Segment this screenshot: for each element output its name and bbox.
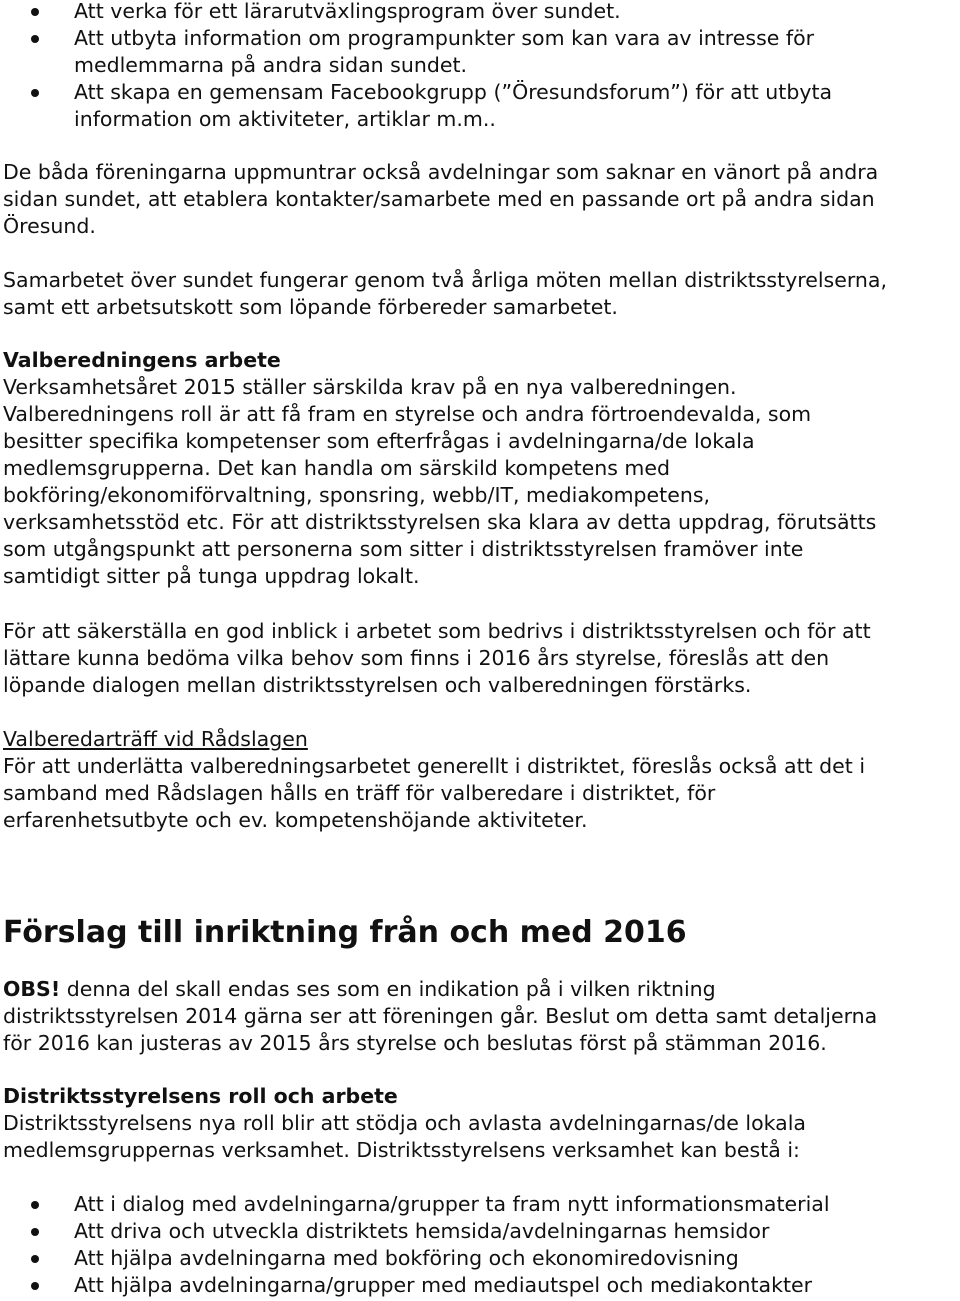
paragraph-insight: För att säkerställa en god inblick i arbetet som bedrivs i distriktsstyrelsen och för att lättare kunna bedöma vilka behov som finns i 2016 års styrelse, föreslås att den löpande dialogen mellan distriktsstyrelsen och valberedningen förstärks. <box>3 619 871 697</box>
paragraph-obs: OBS! denna del skall endas ses som en indikation på i vilken riktning distriktsstyrelsen 2014 gärna ser att föreningen går. Beslut om detta samt detaljerna för 2016 kan justeras av 2015 års styrelse och beslutas först på stämman 2016. <box>3 977 878 1055</box>
list-item: Att utbyta information om programpunkter som kan vara av intresse för medlemmarna på andra sidan sundet. <box>0 25 832 79</box>
section-roll: Distriktsstyrelsens roll och arbete Distriktsstyrelsens nya roll blir att stödja och avlasta avdelningarnas/de lokala medlemsgruppernas verksamhet. Distriktsstyrelsens verksamhet kan bestå i: <box>3 1083 960 1164</box>
bullet-dot-icon <box>31 89 39 97</box>
bottom-bullet-list <box>0 1191 830 1299</box>
paragraph-cooperation: Samarbetet över sundet fungerar genom två årliga möten mellan distriktsstyrelserna, samt ett arbetsutskott som löpande förbereder samarbetet. <box>3 268 887 319</box>
paragraph-encourage: De båda föreningarna uppmuntrar också avdelningar som saknar en vänort på andra sidan sundet, att etablera kontakter/samarbete med en passande ort på andra sidan Öresund. <box>3 160 879 238</box>
list-item: Att verka för ett lärarutväxlingsprogram över sundet. <box>0 0 832 25</box>
bullet-dot-icon <box>31 1228 39 1236</box>
top-bullet-list <box>0 0 832 133</box>
section-heading: Valberedningens arbete <box>3 348 281 372</box>
bullet-dot-icon <box>31 8 39 16</box>
list-item: Att i dialog med avdelningarna/grupper ta fram nytt informationsmaterial <box>0 1191 830 1218</box>
section-valberedning: Valberedningens arbete Verksamhetsåret 2015 ställer särskilda krav på en nya valberedningen. Valberedningens roll är att få fram en styrelse och andra förtroendevalda, som besitter specifika kompetenser som efterfrågas i avdelningarna/de lokala medlemsgrupperna. Det kan handla om särskild kompetens med bokföring/ekonomiförvaltning, sponsring, webb/IT, mediakompetens, verksamhetsstöd etc. För att distriktsstyrelsen ska klara av detta uppdrag, förutsätts som utgångspunkt att personerna som sitter i distriktsstyrelsen framöver inte samtidigt sitter på tunga uppdrag lokalt. <box>3 347 960 590</box>
bullet-dot-icon <box>31 35 39 43</box>
section-radslagen: Valberedarträff vid Rådslagen För att underlätta valberedningsarbetet generellt i distriktet, föreslås också att det i samband med Rådslagen hålls en träff för valberedare i distriktet, för erfarenhetsutbyte och ev. kompetenshöjande aktiviteter. <box>3 726 960 834</box>
obs-label: OBS! <box>3 977 61 1001</box>
section-heading: Valberedarträff vid Rådslagen <box>3 727 308 751</box>
section-heading: Distriktsstyrelsens roll och arbete <box>3 1084 398 1108</box>
main-heading: Förslag till inriktning från och med 2016 <box>3 915 687 950</box>
bullet-dot-icon <box>31 1201 39 1209</box>
bullet-dot-icon <box>31 1255 39 1263</box>
list-item: Att hjälpa avdelningarna/grupper med mediautspel och mediakontakter <box>0 1272 830 1299</box>
list-item: Att hjälpa avdelningarna med bokföring och ekonomiredovisning <box>0 1245 830 1272</box>
list-item: Att skapa en gemensam Facebookgrupp (”Öresundsforum”) för att utbyta information om aktiviteter, artiklar m.m.. <box>0 79 832 133</box>
bullet-dot-icon <box>31 1282 39 1290</box>
list-item: Att driva och utveckla distriktets hemsida/avdelningarnas hemsidor <box>0 1218 830 1245</box>
